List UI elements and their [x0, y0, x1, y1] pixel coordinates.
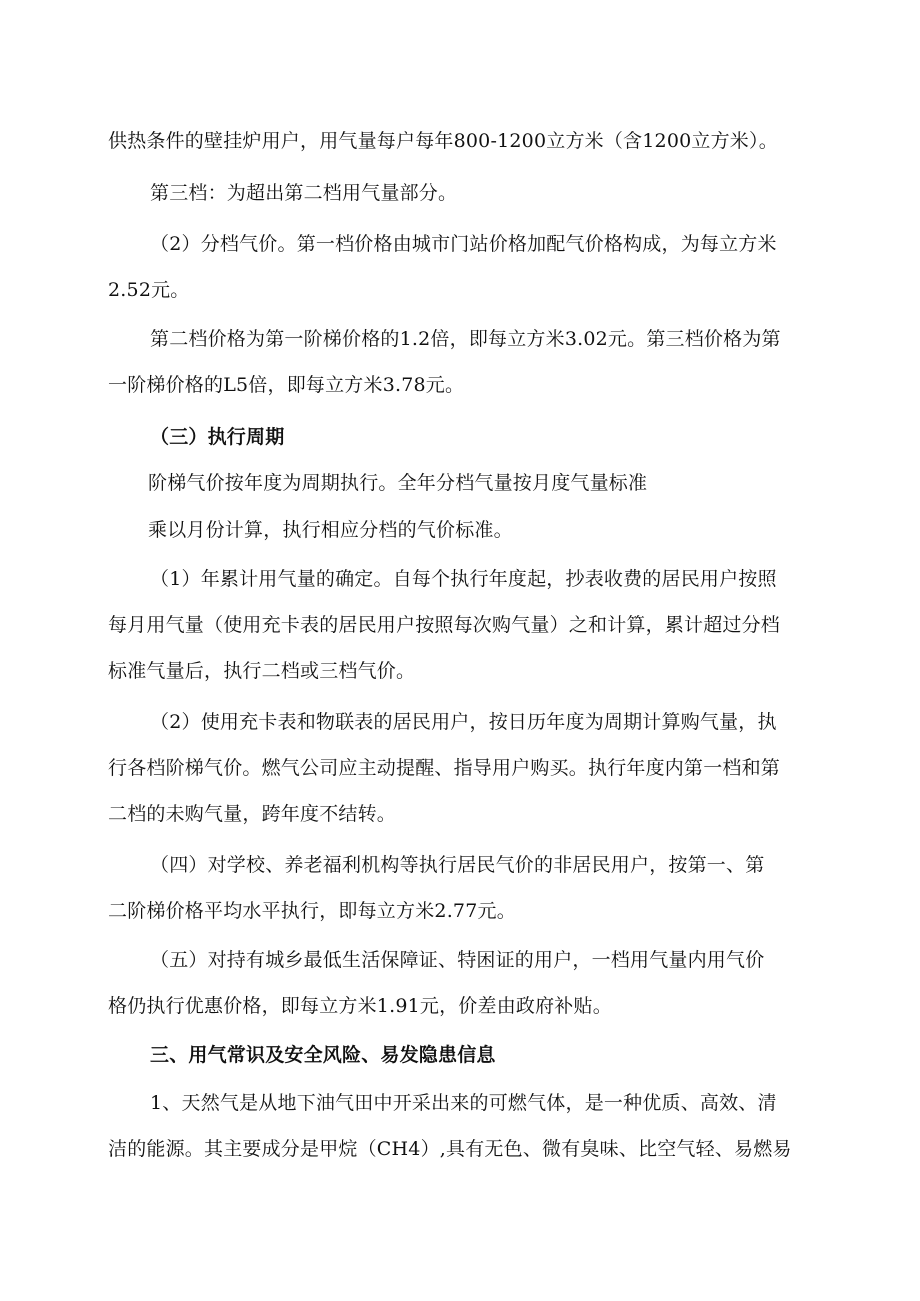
paragraph-line-17: 二阶梯价格平均水平执行，即每立方米2.77元。 [108, 900, 516, 922]
paragraph-line-5: 第二档价格为第一阶梯价格的1.2倍，即每立方米3.02元。第三档价格为第 [150, 328, 781, 350]
paragraph-line-11: 每月用气量（使用充卡表的居民用户按照每次购气量）之和计算，累计超过分档 [108, 614, 781, 636]
paragraph-line-12: 标准气量后，执行二档或三档气价。 [108, 660, 416, 682]
section-heading-execution-period: （三）执行周期 [150, 426, 285, 448]
paragraph-line-6: 一阶梯价格的L5倍，即每立方米3.78元。 [108, 374, 465, 396]
paragraph-line-9: 乘以月份计算，执行相应分档的气价标准。 [148, 519, 513, 541]
paragraph-line-15: 二档的未购气量，跨年度不结转。 [108, 803, 397, 825]
paragraph-line-18: （五）对持有城乡最低生活保障证、特困证的用户，一档用气量内用气价 [150, 949, 765, 971]
section-heading-gas-safety: 三、用气常识及安全风险、易发隐患信息 [150, 1044, 496, 1066]
paragraph-line-19: 格仍执行优惠价格，即每立方米1.91元，价差由政府补贴。 [108, 995, 612, 1017]
paragraph-line-13: （2）使用充卡表和物联表的居民用户，按日历年度为周期计算购气量，执 [150, 711, 777, 733]
paragraph-line-14: 行各档阶梯气价。燃气公司应主动提醒、指导用户购买。执行年度内第一档和第 [108, 757, 781, 779]
paragraph-line-16: （四）对学校、养老福利机构等执行居民气价的非居民用户，按第一、第 [150, 854, 765, 876]
paragraph-line-2: 第三档：为超出第二档用气量部分。 [150, 182, 458, 204]
paragraph-line-3: （2）分档气价。第一档价格由城市门站价格加配气价格构成，为每立方米 [150, 233, 777, 255]
paragraph-line-8: 阶梯气价按年度为周期执行。全年分档气量按月度气量标准 [148, 472, 648, 494]
paragraph-line-22: 洁的能源。其主要成分是甲烷（CH4）,具有无色、微有臭味、比空气轻、易燃易 [108, 1138, 792, 1160]
paragraph-line-10: （1）年累计用气量的确定。自每个执行年度起，抄表收费的居民用户按照 [150, 568, 777, 590]
paragraph-line-21: 1、天然气是从地下油气田中开采出来的可燃气体，是一种优质、高效、清 [150, 1092, 777, 1114]
paragraph-line-1: 供热条件的壁挂炉用户，用气量每户每年800-1200立方米（含1200立方米）。 [108, 130, 778, 152]
paragraph-line-4: 2.52元。 [108, 279, 190, 301]
